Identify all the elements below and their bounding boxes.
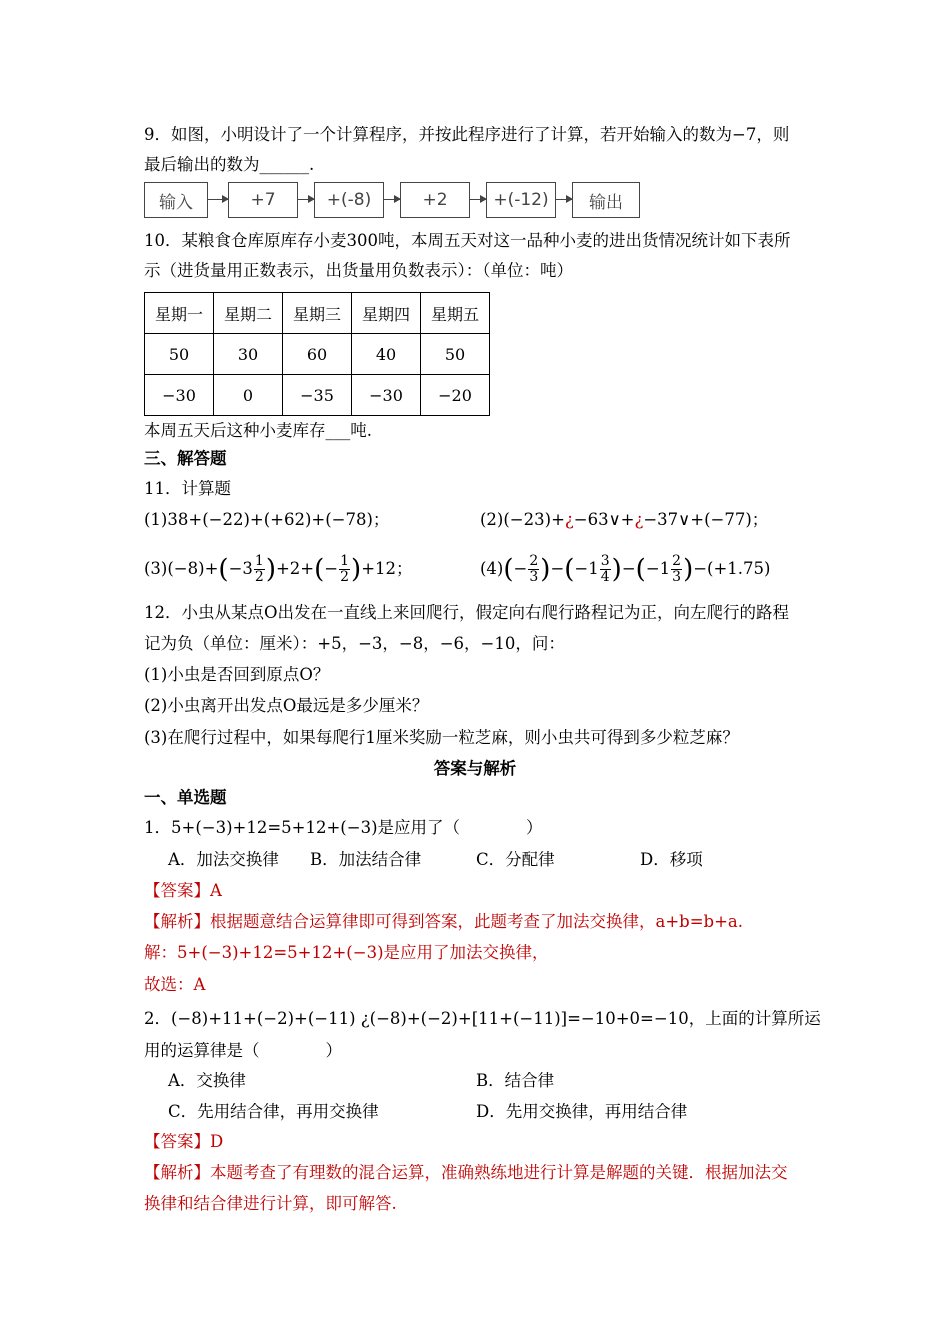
table-cell: 30 [214,334,283,375]
q11-part1: (1)38+(−22)+(+62)+(−78)； [144,510,390,529]
answers-title: 答案与解析 [433,759,517,778]
flow-box-step2: +(-8) [314,182,384,218]
fraction-den: 2 [340,569,350,585]
table-cell: 60 [283,334,352,375]
table-row [145,375,490,416]
a2-option-c: C．先用结合律，再用交换律 [168,1102,379,1121]
q11-part3-seg: − [324,559,339,578]
q12-sub3: (3)在爬行过程中，如果每爬行1厘米奖励一粒芝麻，则小虫共可得到多少粒芝麻？ [144,728,739,747]
q10-after-text: 本周五天后这种小麦库存___吨. [144,421,372,440]
flow-arrow [470,199,486,200]
a1-solution: 解：5+(−3)+12=5+12+(−3)是应用了加法交换律， [144,943,549,962]
fraction-num: 3 [600,553,610,569]
q11-part4-seg: − [550,559,565,578]
flow-arrow [208,199,228,200]
q11-part2-seg: (2)(−23)+ [480,510,565,529]
paren-close: ) [611,554,622,585]
table-row [145,334,490,375]
q11-part4-seg: −1 [645,559,671,578]
table-cell: −30 [145,375,214,416]
table-header-cell: 星期五 [421,293,490,334]
q11-title: 11．计算题 [144,479,231,498]
paren-open: ( [503,554,514,585]
table-cell: 50 [145,334,214,375]
a1-answer: 【答案】A [144,881,222,900]
q11-part4 [480,554,770,585]
q12-text-line1: 12．小虫从某点O出发在一直线上来回爬行，假定向右爬行路程记为正，向左爬行的路程 [144,603,790,622]
a2-answer: 【答案】D [144,1132,224,1151]
q11-part2-seg: −37∨+(−77)； [643,510,769,529]
a1-option-b: B．加法结合律 [310,850,422,869]
a2-analysis-line1: 【解析】本题考查了有理数的混合运算，准确熟练地进行计算是解题的关键．根据加法交 [144,1163,788,1182]
q11-part4-seg: (4) [480,559,504,578]
table-cell: 0 [214,375,283,416]
table-cell: −20 [421,375,490,416]
flow-box-input: 输入 [144,182,208,218]
a2-question-line1: 2．(−8)+11+(−2)+(−11) ¿(−8)+(−2)+[11+(−11)]=−10+0=−10，上面的计算所运 [144,1009,821,1028]
table-header-cell: 星期三 [283,293,352,334]
q11-part2 [480,509,768,531]
flow-arrow [556,199,572,200]
q11-part3-seg: −3 [228,559,253,578]
q11-part4-seg: −1 [574,559,599,578]
paren-close: ) [351,554,362,585]
table-cell: 50 [421,334,490,375]
table-cell: −35 [283,375,352,416]
q11-part3-seg: +2+ [275,559,315,578]
a2-analysis-line2: 换律和结合律进行计算，即可解答. [144,1194,397,1213]
q11-part2-glyph: ¿ [634,510,644,529]
fraction-num: 1 [254,553,264,569]
table-header-cell: 星期一 [145,293,214,334]
paren-open: ( [314,554,325,585]
fraction [671,554,682,585]
q9-text-line1: 9．如图，小明设计了一个计算程序，并按此程序进行了计算，若开始输入的数为−7，则 [144,125,790,144]
a1-option-a: A．加法交换律 [168,850,279,869]
table-header-cell: 星期四 [352,293,421,334]
q11-part3-seg: +12； [361,559,413,578]
paren-close: ) [683,554,694,585]
a2-question-line2: 用的运算律是（ ） [144,1041,342,1060]
fraction-num: 1 [340,553,350,569]
section-heading: 一、单选题 [144,788,227,807]
a2-option-d: D．先用交换律，再用结合律 [476,1102,688,1121]
stock-table [144,292,490,416]
paren-open: ( [218,554,229,585]
table-cell: 40 [352,334,421,375]
q12-sub1: (1)小虫是否回到原点O？ [144,665,330,684]
paren-close: ) [265,554,276,585]
q11-part3 [144,554,413,585]
flow-box-step4: +(-12) [486,182,556,218]
q11-part4-seg: − [621,559,636,578]
q11-part2-glyph: ¿ [564,510,574,529]
fraction [600,554,611,585]
q12-text-line2: 记为负（单位：厘米）：+5，−3，−8，−6，−10，问： [144,634,565,653]
q11-part3-seg: (3)(−8)+ [144,559,219,578]
q9-text-line2: 最后输出的数为______. [144,155,315,174]
a2-option-b: B．结合律 [476,1071,555,1090]
q11-part2-seg: −63∨+ [573,510,635,529]
flow-arrow [384,199,400,200]
fraction-num: 2 [529,553,539,569]
fraction-den: 2 [254,569,264,585]
flow-box-step1: +7 [228,182,298,218]
a1-analysis: 【解析】根据题意结合运算律即可得到答案，此题考查了加法交换律，a+b=b+a. [144,912,744,931]
a1-choice: 故选：A [144,975,206,994]
a1-option-c: C．分配律 [476,850,555,869]
q11-part4-seg: −(+1.75) [693,559,771,578]
a1-option-d: D．移项 [640,850,703,869]
section-heading: 三、解答题 [144,449,227,468]
paren-open: ( [635,554,646,585]
fraction-den: 3 [672,569,682,585]
flow-box-step3: +2 [400,182,470,218]
flow-arrow [298,199,314,200]
table-header-cell: 星期二 [214,293,283,334]
table-header-row [145,293,490,334]
table-cell: −30 [352,375,421,416]
q10-text-line1: 10．某粮食仓库原库存小麦300吨，本周五天对这一品种小麦的进出货情况统计如下表所 [144,231,791,250]
fraction [528,554,539,585]
paren-close: ) [540,554,551,585]
fraction-den: 4 [600,569,610,585]
fraction-den: 3 [529,569,539,585]
q12-sub2: (2)小虫离开出发点O最远是多少厘米？ [144,696,429,715]
a2-option-a: A．交换律 [168,1071,246,1090]
fraction-num: 2 [672,553,682,569]
q11-part4-seg: − [513,559,528,578]
flow-box-output: 输出 [572,182,640,218]
q10-text-line2: 示（进货量用正数表示，出货量用负数表示）：（单位：吨） [144,261,573,280]
fraction [339,554,350,585]
a1-question: 1．5+(−3)+12=5+12+(−3)是应用了（ ） [144,818,543,837]
fraction [254,554,265,585]
paren-open: ( [564,554,575,585]
